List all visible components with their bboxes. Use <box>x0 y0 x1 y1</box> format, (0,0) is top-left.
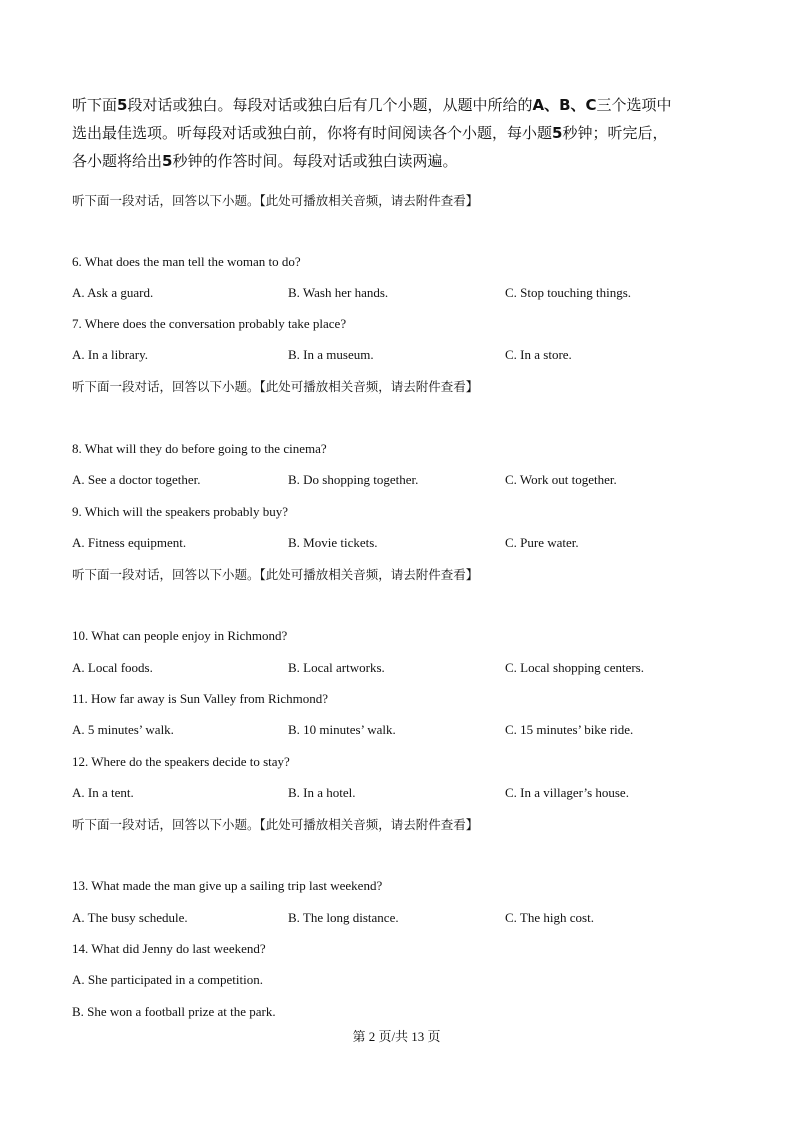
option-b: B. In a hotel. <box>288 785 356 800</box>
question-stem: 10. What can people enjoy in Richmond? <box>72 628 288 643</box>
option-b: B. In a museum. <box>288 347 374 362</box>
question-stem: 6. What does the man tell the woman to do? <box>72 254 301 269</box>
question-stem: 11. How far away is Sun Valley from Richmond? <box>72 691 328 706</box>
intro-number: 5 <box>117 96 128 114</box>
option-b: B. The long distance. <box>288 910 399 925</box>
page-number-footer: 第 2 页/共 13 页 <box>352 1029 441 1044</box>
option-b: B. Local artworks. <box>288 660 385 675</box>
option-c: C. Local shopping centers. <box>505 660 644 675</box>
answer-options <box>72 285 732 303</box>
option-b: B. Do shopping together. <box>288 472 419 487</box>
question-stem: 9. Which will the speakers probably buy? <box>72 504 289 519</box>
option-c: C. In a store. <box>505 347 572 362</box>
answer-options <box>72 472 732 490</box>
question-stem: 8. What will they do before going to the cinema? <box>72 441 327 456</box>
intro-text: 秒钟的作答时间。每段对话或独白读两遍。 <box>172 152 458 170</box>
option-a: A. See a doctor together. <box>72 472 201 487</box>
answer-options <box>72 910 732 928</box>
option-a: A. In a tent. <box>72 785 134 800</box>
option-c: C. The high cost. <box>505 910 594 925</box>
intro-text: 听下面 <box>72 96 118 114</box>
option-a: A. The busy schedule. <box>72 910 188 925</box>
intro-text: 秒钟；听完后， <box>562 124 668 142</box>
answer-options <box>72 785 732 803</box>
option-c: C. 15 minutes’ bike ride. <box>505 722 634 737</box>
section-instruction: 听下面一段对话，回答以下小题。【此处可播放相关音频，请去附件查看】 <box>72 193 479 208</box>
intro-text: 选出最佳选项。听每段对话或独白前，你将有时间阅读各个小题，每小题 <box>72 124 553 142</box>
intro-text: 各小题将给出 <box>72 152 163 170</box>
option-a: A. Local foods. <box>72 660 153 675</box>
option-c: C. Pure water. <box>505 535 579 550</box>
option-a: A. She participated in a competition. <box>72 972 263 987</box>
option-c: C. In a villager’s house. <box>505 785 629 800</box>
option-c: C. Stop touching things. <box>505 285 632 300</box>
question-stem: 7. Where does the conversation probably take place? <box>72 316 347 331</box>
option-a: A. Ask a guard. <box>72 285 154 300</box>
option-c: C. Work out together. <box>505 472 617 487</box>
answer-options <box>72 660 732 678</box>
option-b: B. Movie tickets. <box>288 535 378 550</box>
intro-number: 5 <box>162 152 173 170</box>
option-b: B. Wash her hands. <box>288 285 389 300</box>
option-b: B. 10 minutes’ walk. <box>288 722 396 737</box>
option-a: A. In a library. <box>72 347 149 362</box>
intro-text: 段对话或独白。每段对话或独白后有几个小题，从题中所给的 <box>127 96 533 114</box>
answer-options <box>72 535 732 553</box>
intro-text: 三个选项中 <box>596 96 672 114</box>
question-stem: 14. What did Jenny do last weekend? <box>72 941 266 956</box>
question-stem: 13. What made the man give up a sailing trip last weekend? <box>72 878 383 893</box>
section-instruction: 听下面一段对话，回答以下小题。【此处可播放相关音频，请去附件查看】 <box>72 567 479 582</box>
answer-options <box>72 722 732 740</box>
listening-intro <box>72 91 732 175</box>
option-a: A. 5 minutes’ walk. <box>72 722 174 737</box>
option-b: B. She won a football prize at the park. <box>72 1004 276 1019</box>
answer-options <box>72 347 732 365</box>
section-instruction: 听下面一段对话，回答以下小题。【此处可播放相关音频，请去附件查看】 <box>72 379 479 394</box>
intro-options: A、B、C <box>532 96 597 114</box>
intro-number: 5 <box>552 124 563 142</box>
section-instruction: 听下面一段对话，回答以下小题。【此处可播放相关音频，请去附件查看】 <box>72 817 479 832</box>
option-a: A. Fitness equipment. <box>72 535 187 550</box>
question-stem: 12. Where do the speakers decide to stay? <box>72 754 290 769</box>
